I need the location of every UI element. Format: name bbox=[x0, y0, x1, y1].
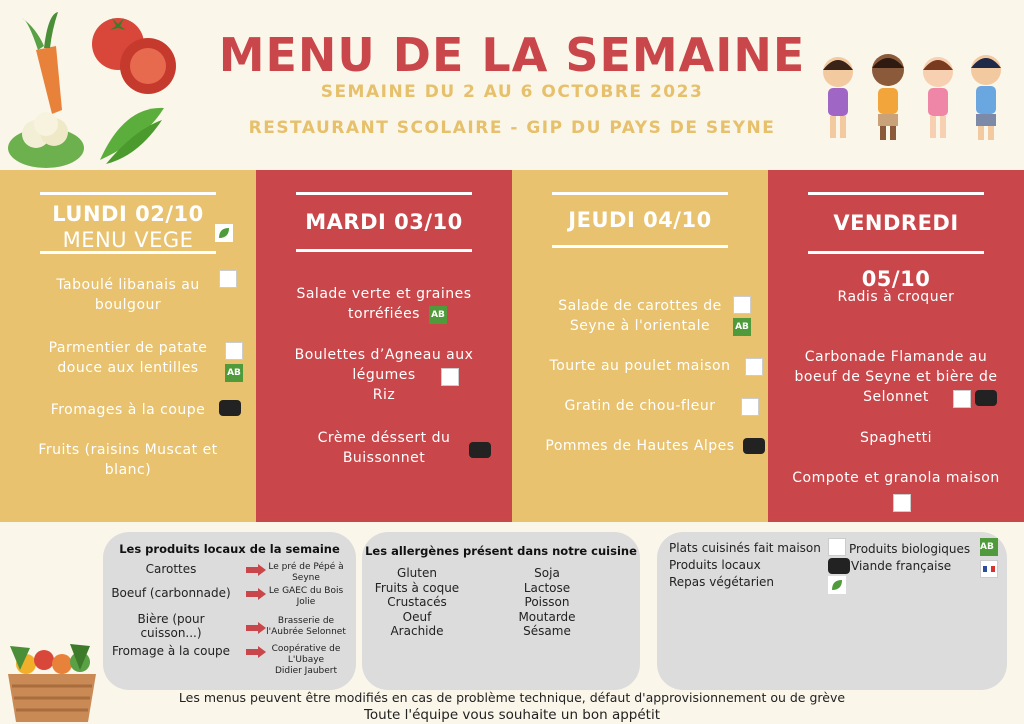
day-header bbox=[552, 192, 728, 248]
list-item: Carottes Le pré de Pépé à Seyne bbox=[145, 562, 344, 583]
homemade-icon bbox=[893, 494, 911, 512]
homemade-icon bbox=[441, 368, 459, 386]
dish: Boulettes d’Agneau aux légumes Riz bbox=[294, 347, 474, 403]
footer-note: Les menus peuvent être modifiés en cas de problème technique, défaut d'approvisionnement ou de grève bbox=[178, 690, 846, 705]
dish: Salade verte et graines torréfiées bbox=[296, 286, 472, 322]
legend-french-meat: Viande française bbox=[851, 559, 952, 573]
day-title: LUNDI 02/10 bbox=[52, 202, 204, 226]
legend-vegetarian: Repas végétarien bbox=[669, 575, 775, 589]
legend-local: Produits locaux bbox=[669, 558, 761, 572]
page-title: MENU DE LA SEMAINE bbox=[218, 28, 806, 82]
dish: Parmentier de patate douce aux lentilles bbox=[48, 340, 208, 376]
homemade-icon bbox=[733, 296, 751, 314]
day-header bbox=[296, 192, 472, 252]
homemade-icon bbox=[219, 270, 237, 288]
day-monday bbox=[0, 170, 256, 522]
homemade-icon bbox=[225, 342, 243, 360]
week-menu bbox=[0, 170, 1024, 522]
day-header bbox=[40, 192, 216, 254]
week-subtitle: SEMAINE DU 2 AU 6 OCTOBRE 2023 bbox=[320, 82, 704, 102]
list-item: Bière (pour cuisson...) Brasserie de l'Aubrée Selonnet bbox=[137, 612, 346, 640]
legend-organic: Produits biologiques bbox=[849, 542, 971, 556]
homemade-icon bbox=[745, 358, 763, 376]
dish: Salade de carottes de Seyne à l'orientale bbox=[558, 298, 722, 334]
dish: Gratin de chou-fleur bbox=[564, 398, 716, 414]
local-product-icon bbox=[828, 558, 850, 574]
vegetarian-icon bbox=[215, 224, 233, 242]
restaurant-subtitle: RESTAURANT SCOLAIRE - GIP DU PAYS DE SEYNE bbox=[248, 118, 776, 138]
organic-icon: AB bbox=[429, 306, 447, 324]
day-title: MARDI 03/10 bbox=[305, 210, 463, 234]
day-header bbox=[808, 192, 984, 291]
homemade-icon bbox=[953, 390, 971, 408]
homemade-icon bbox=[828, 538, 846, 556]
footer-wish: Toute l'équipe vous souhaite un bon appétit bbox=[363, 707, 661, 723]
local-product-icon bbox=[219, 400, 241, 416]
list-item: Boeuf (carbonnade) Le GAEC du Bois Jolie bbox=[111, 586, 344, 607]
allergens-title: Les allergènes présent dans notre cuisine bbox=[365, 544, 637, 558]
day-thursday bbox=[512, 170, 768, 522]
dish: Tourte au poulet maison bbox=[549, 358, 731, 374]
homemade-icon bbox=[741, 398, 759, 416]
dish: Compote et granola maison bbox=[792, 470, 1000, 486]
dish: Carbonade Flamande au boeuf de Seyne et bière de Selonnet bbox=[794, 349, 998, 405]
dish: Fruits (raisins Muscat et blanc) bbox=[38, 442, 218, 478]
local-products-title: Les produits locaux de la semaine bbox=[119, 542, 340, 556]
day-friday bbox=[768, 170, 1024, 522]
day-title: JEUDI 04/10 bbox=[568, 208, 712, 232]
local-products-panel bbox=[103, 532, 356, 690]
allergens-list-1: Gluten Fruits à coque Crustacés Oeuf Arachide bbox=[374, 566, 460, 638]
local-product-icon bbox=[975, 390, 997, 406]
local-product-icon bbox=[743, 438, 765, 454]
day-subtitle: MENU VEGE bbox=[62, 228, 194, 252]
legend-panel bbox=[657, 532, 1007, 690]
dish: Pommes de Hautes Alpes bbox=[545, 438, 735, 454]
legend-homemade: Plats cuisinés fait maison bbox=[669, 541, 821, 555]
allergens-panel bbox=[362, 532, 640, 690]
dish: Taboulé libanais au boulgour bbox=[56, 277, 200, 313]
organic-icon: AB bbox=[225, 364, 243, 382]
organic-icon: AB bbox=[980, 538, 998, 556]
dish: Spaghetti bbox=[859, 430, 933, 446]
allergens-list-2: Soja Lactose Poisson Moutarde Sésame bbox=[518, 566, 576, 638]
dish: Fromages à la coupe bbox=[50, 402, 206, 418]
vegetarian-icon bbox=[828, 576, 846, 594]
local-product-icon bbox=[469, 442, 491, 458]
day-tuesday bbox=[256, 170, 512, 522]
dish: Radis à croquer bbox=[837, 289, 955, 305]
list-item: Fromage à la coupe Coopérative de L'Ubaye Didier Jaubert bbox=[111, 644, 341, 676]
dish: Crème déssert du Buissonnet bbox=[317, 430, 451, 466]
french-meat-icon bbox=[980, 560, 998, 578]
day-title: VENDREDI 05/10 bbox=[833, 211, 959, 291]
organic-icon: AB bbox=[733, 318, 751, 336]
